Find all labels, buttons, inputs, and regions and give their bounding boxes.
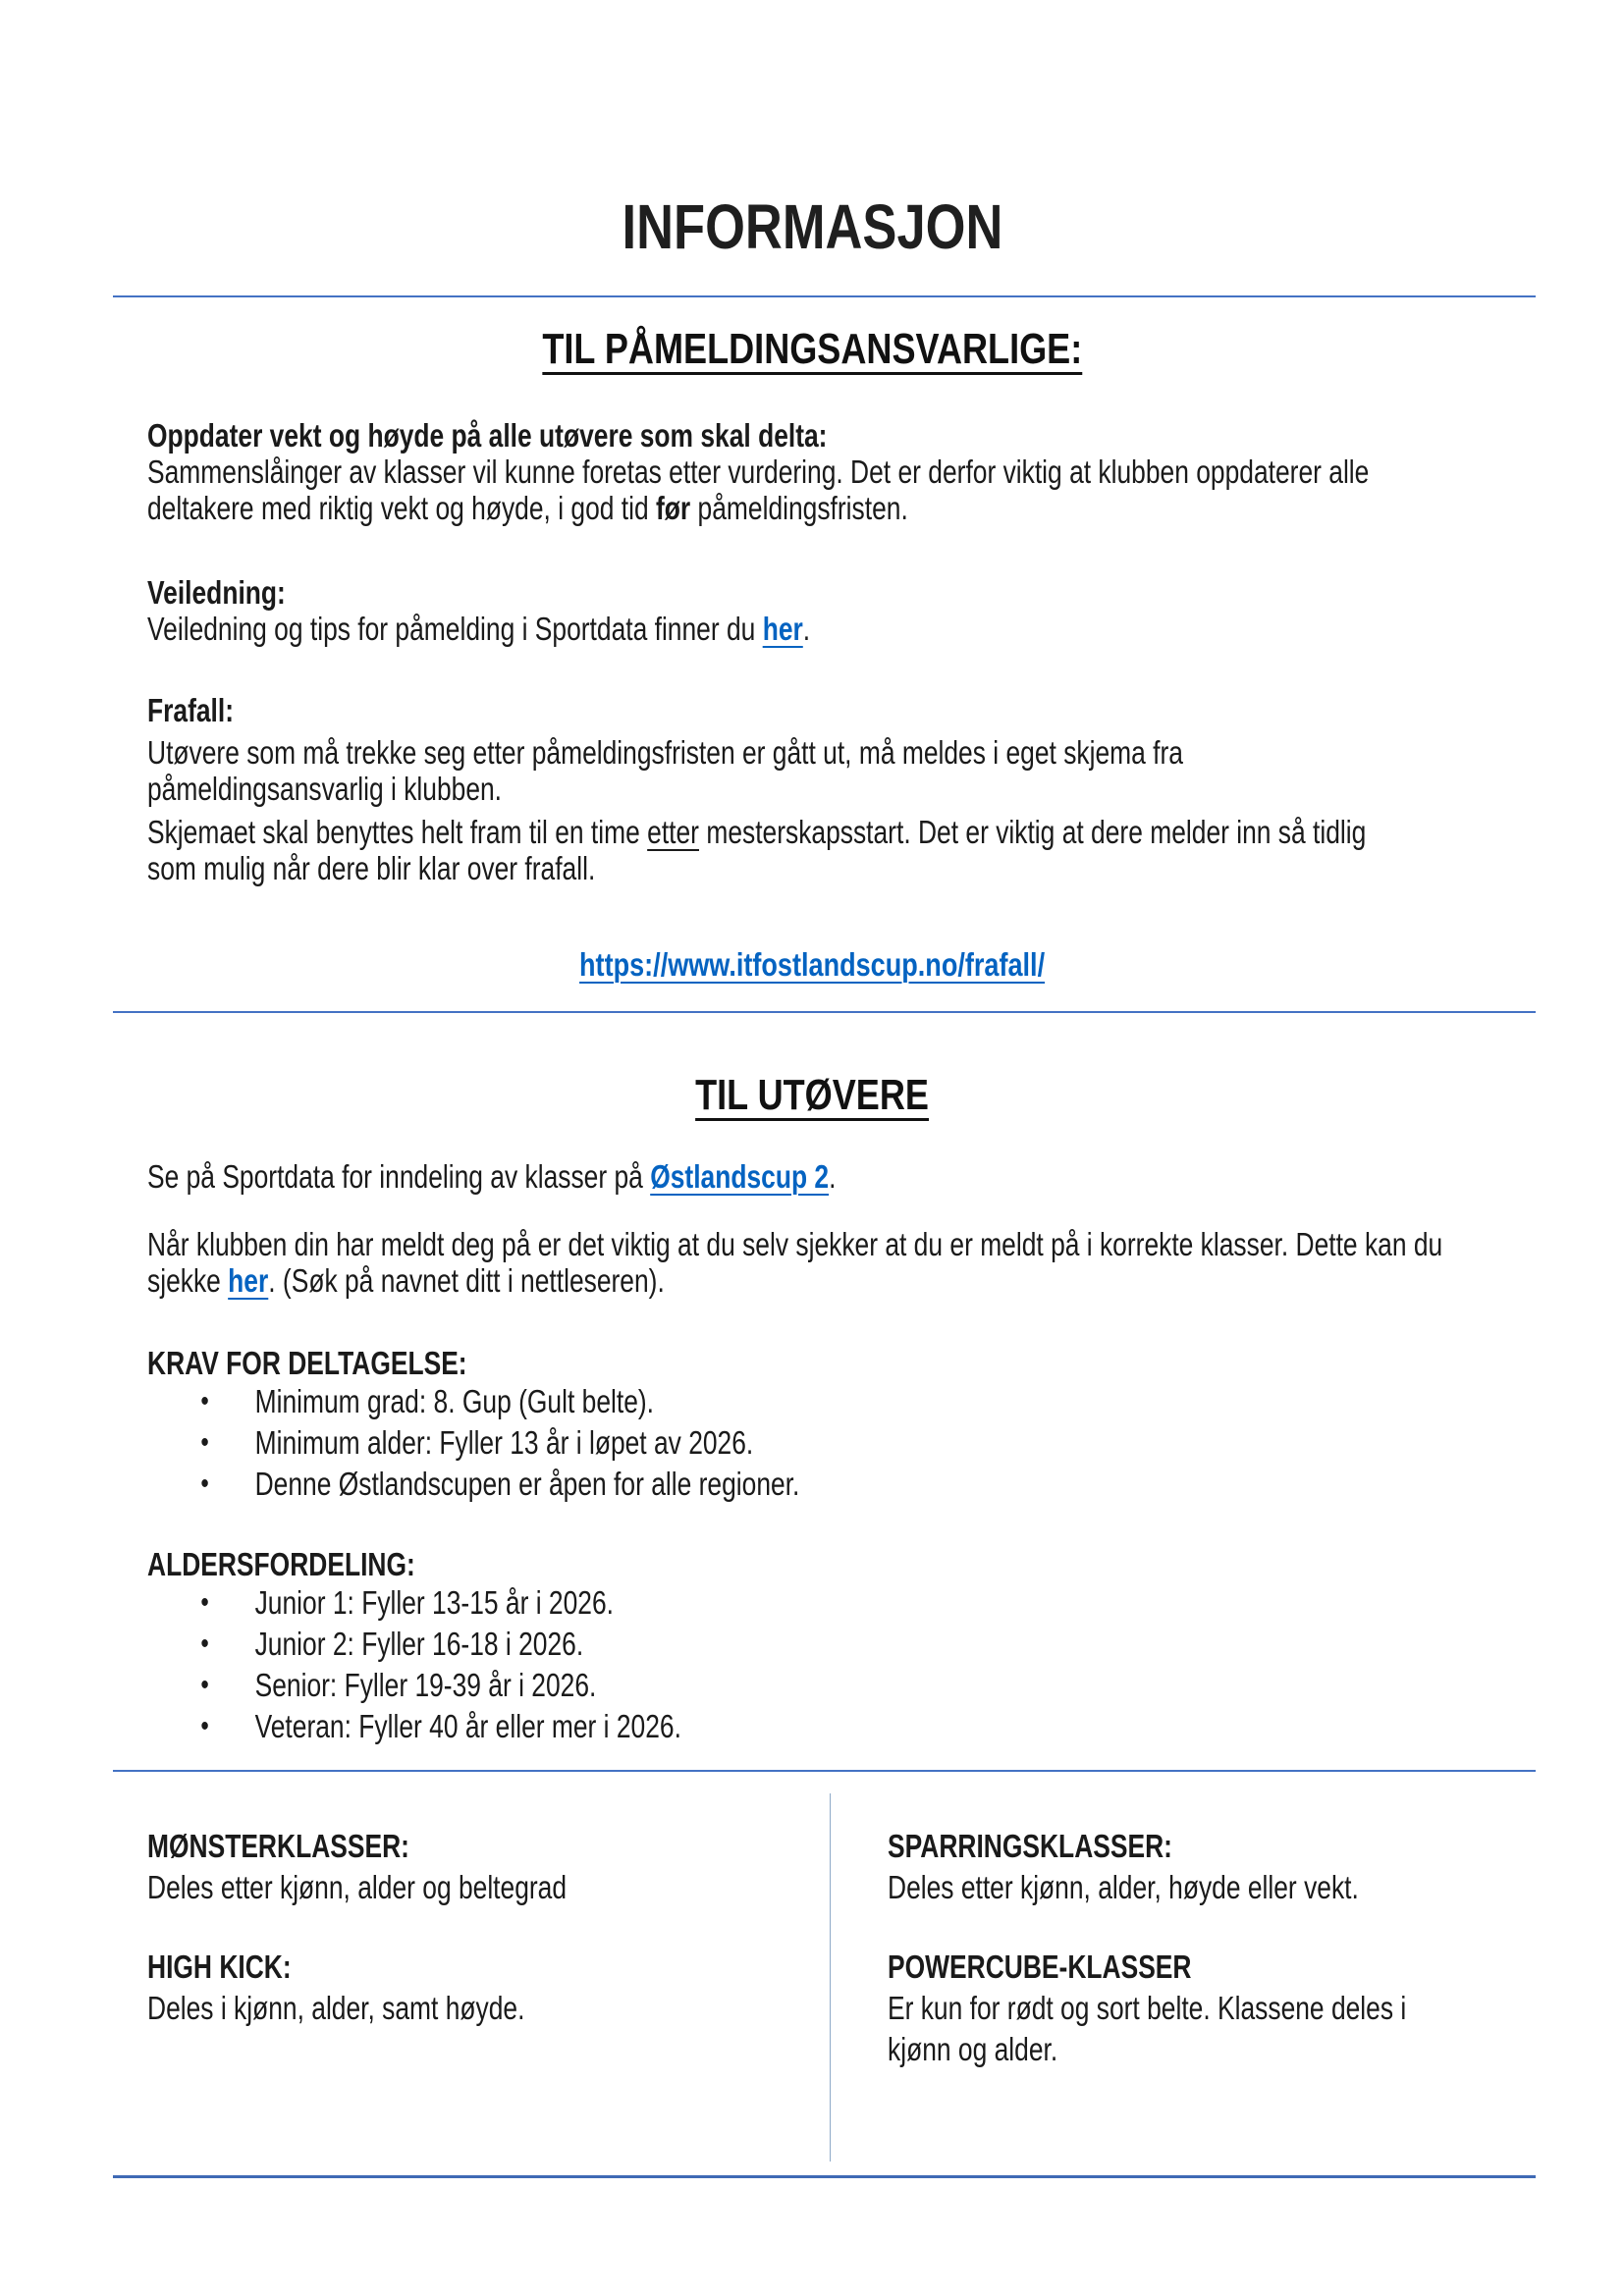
title-row: [147, 191, 1477, 262]
monster-classes-body: Deles etter kjønn, alder og beltegrad: [147, 1869, 568, 1905]
update-weight-height-paragraph: [147, 454, 1483, 526]
requirements-list: [147, 1381, 1477, 1505]
guide-paragraph: [147, 611, 1477, 647]
horizontal-rule-middle: [113, 1011, 1536, 1013]
dropout-paragraph-2: [147, 814, 1412, 886]
page-title: INFORMASJON: [622, 191, 1002, 262]
dropout-url-link[interactable]: https://www.itfostlandscup.no/frafall/: [578, 946, 1046, 983]
highkick-heading: HIGH KICK:: [147, 1949, 292, 1985]
guide-heading: Veiledning:: [147, 574, 286, 611]
highkick-block: [147, 1947, 693, 2029]
paragraph-text: Skjemaet skal benyttes helt fram til en time: [147, 814, 648, 850]
sparring-classes-heading: SPARRINGSKLASSER:: [888, 1828, 1172, 1864]
monster-classes-heading: MØNSTERKLASSER:: [147, 1828, 409, 1864]
dropout-url-row: [147, 946, 1477, 983]
dropout-heading: Frafall:: [147, 692, 235, 728]
horizontal-rule-bottom: [113, 2175, 1536, 2178]
paragraph-text: Sammenslåinger av klasser vil kunne foretas etter vurdering. Det er derfor viktig at klubben oppdaterer alle deltakere med riktig vekt og høyde, i god tid: [147, 454, 1370, 526]
paragraph-text: .: [829, 1158, 837, 1195]
horizontal-rule-top: [113, 295, 1536, 297]
paragraph-text: mesterskapsstart. Det er viktig at dere melder inn så tidlig som mulig når dere blir klar over frafall.: [147, 814, 1367, 886]
powercube-heading: POWERCUBE-KLASSER: [888, 1949, 1192, 1985]
age-groups-list: [147, 1582, 1477, 1747]
guide-her-link[interactable]: her: [762, 611, 803, 647]
list-item: • Minimum grad: 8. Gup (Gult belte).: [147, 1381, 1477, 1422]
list-item: • Junior 1: Fyller 13-15 år i 2026.: [147, 1582, 1477, 1624]
sportdata-classes-paragraph: [147, 1158, 1477, 1195]
classes-column-left: [147, 1826, 830, 2029]
section-heading-row: [147, 1070, 1477, 1121]
bold-word: før: [656, 490, 691, 526]
section-heading-row: [147, 324, 1477, 375]
highkick-body: Deles i kjønn, alder, samt høyde.: [147, 1990, 525, 2026]
classes-column-right: [888, 1826, 1619, 2070]
check-registration-paragraph: [147, 1226, 1506, 1299]
classes-columns: [147, 1772, 1477, 2164]
check-her-link[interactable]: her: [228, 1262, 269, 1299]
underlined-word: etter: [647, 814, 699, 850]
requirements-heading: KRAV FOR DELTAGELSE:: [147, 1345, 467, 1381]
list-item: • Veteran: Fyller 40 år eller mer i 2026.: [147, 1706, 1477, 1747]
list-item: • Junior 2: Fyller 16-18 i 2026.: [147, 1624, 1477, 1665]
section-heading-athletes: TIL UTØVERE: [695, 1071, 929, 1119]
paragraph-text: . (Søk på navnet ditt i nettleseren).: [268, 1262, 665, 1299]
powercube-block: [888, 1947, 1473, 2070]
paragraph-text: .: [802, 611, 811, 647]
update-weight-height-heading: Oppdater vekt og høyde på alle utøvere som skal delta:: [147, 417, 828, 454]
powercube-body: Er kun for rødt og sort belte. Klassene deles i kjønn og alder.: [888, 1990, 1407, 2067]
paragraph-text: Når klubben din har meldt deg på er det viktig at du selv sjekker at du er meldt på i korrekte klasser. Dette kan du sjekke: [147, 1226, 1443, 1299]
section-heading-registration: TIL PÅMELDINGSANSVARLIGE:: [542, 325, 1082, 373]
list-item: • Denne Østlandscupen er åpen for alle regioner.: [147, 1464, 1477, 1505]
age-groups-heading: ALDERSFORDELING:: [147, 1546, 415, 1582]
list-item: • Minimum alder: Fyller 13 år i løpet av 2026.: [147, 1422, 1477, 1464]
paragraph-text: påmeldingsfristen.: [690, 490, 908, 526]
column-divider-line: [830, 1793, 831, 2162]
list-item: • Senior: Fyller 19-39 år i 2026.: [147, 1665, 1477, 1706]
paragraph-text: Veiledning og tips for påmelding i Sportdata finner du: [147, 611, 763, 647]
ostlandscup2-link[interactable]: Østlandscup 2: [650, 1158, 830, 1195]
paragraph-text: Se på Sportdata for inndeling av klasser på: [147, 1158, 651, 1195]
monster-classes-block: [147, 1826, 693, 1908]
sparring-classes-body: Deles etter kjønn, alder, høyde eller vekt.: [888, 1869, 1359, 1905]
sparring-classes-block: [888, 1826, 1473, 1908]
dropout-paragraph-1: Utøvere som må trekke seg etter påmeldingsfristen er gått ut, må meldes i eget skjema fra påmeldingsansvarlig i klubben.: [147, 734, 1183, 807]
